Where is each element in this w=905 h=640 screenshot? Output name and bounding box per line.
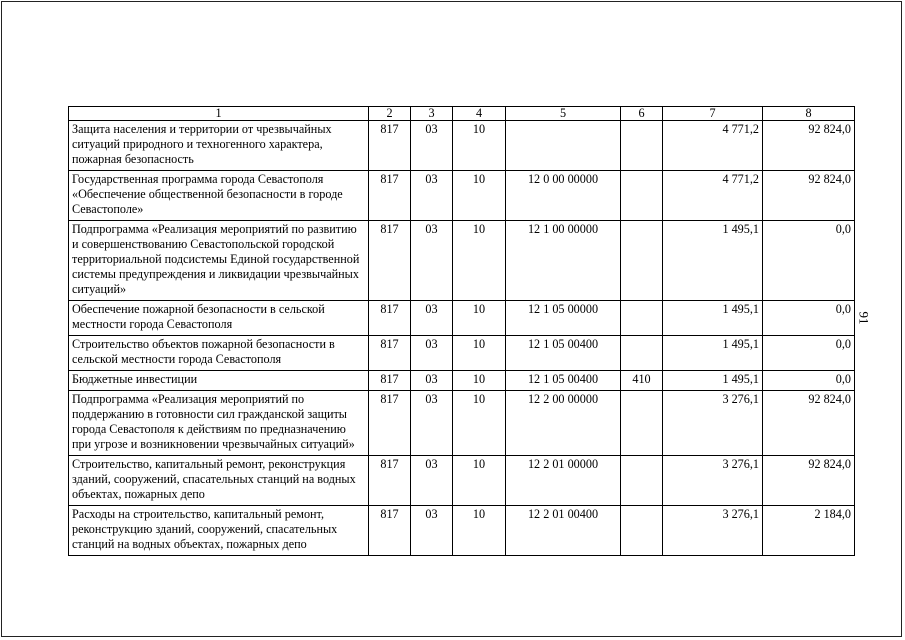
cell-name: Строительство, капитальный ремонт, реконструкция зданий, сооружений, спасательных станций на водных объектах, пожарных депо: [69, 456, 369, 506]
cell-section-code: 03: [411, 221, 453, 301]
cell-name: Строительство объектов пожарной безопасности в сельской местности города Севастополя: [69, 336, 369, 371]
cell-ved-code: 817: [369, 121, 411, 171]
cell-expense-type: [621, 301, 663, 336]
cell-section-code: 03: [411, 171, 453, 221]
cell-amount-2: 92 824,0: [763, 171, 855, 221]
cell-amount-2: 2 184,0: [763, 506, 855, 556]
table-row: [69, 391, 855, 456]
cell-section-code: 03: [411, 506, 453, 556]
cell-target-code: 12 0 00 00000: [506, 171, 621, 221]
cell-target-code: 12 1 05 00400: [506, 371, 621, 391]
cell-expense-type: [621, 336, 663, 371]
cell-subsection-code: 10: [453, 221, 506, 301]
table-row: [69, 336, 855, 371]
cell-amount-1: 1 495,1: [663, 221, 763, 301]
table-row: [69, 506, 855, 556]
cell-section-code: 03: [411, 336, 453, 371]
cell-ved-code: 817: [369, 336, 411, 371]
cell-target-code: 12 1 05 00000: [506, 301, 621, 336]
cell-subsection-code: 10: [453, 506, 506, 556]
cell-expense-type: [621, 456, 663, 506]
cell-amount-1: 3 276,1: [663, 391, 763, 456]
cell-name: Государственная программа города Севастополя «Обеспечение общественной безопасности в городе Севастополе»: [69, 171, 369, 221]
cell-amount-2: 0,0: [763, 336, 855, 371]
cell-name: Подпрограмма «Реализация мероприятий по развитию и совершенствованию Севастопольской городской территориальной подсистемы Единой государственной системы предупреждения и ликвидации чрезвычайных ситуаций»: [69, 221, 369, 301]
table-row: [69, 121, 855, 171]
cell-name: Подпрограмма «Реализация мероприятий по поддержанию в готовности сил гражданской защиты города Севастополя к действиям по предназначению при угрозе и возникновении чрезвычайных ситуаций»: [69, 391, 369, 456]
cell-expense-type: [621, 121, 663, 171]
cell-target-code: 12 1 00 00000: [506, 221, 621, 301]
cell-expense-type: [621, 171, 663, 221]
cell-amount-2: 0,0: [763, 371, 855, 391]
cell-amount-2: 0,0: [763, 221, 855, 301]
cell-subsection-code: 10: [453, 171, 506, 221]
cell-amount-2: 92 824,0: [763, 456, 855, 506]
cell-name: Защита населения и территории от чрезвычайных ситуаций природного и техногенного характера, пожарная безопасность: [69, 121, 369, 171]
cell-amount-1: 4 771,2: [663, 171, 763, 221]
table-row: [69, 371, 855, 391]
cell-amount-1: 1 495,1: [663, 336, 763, 371]
column-header: 3: [411, 107, 453, 121]
cell-amount-2: 92 824,0: [763, 121, 855, 171]
cell-target-code: 12 2 00 00000: [506, 391, 621, 456]
cell-name: Бюджетные инвестиции: [69, 371, 369, 391]
cell-amount-2: 0,0: [763, 301, 855, 336]
cell-section-code: 03: [411, 456, 453, 506]
cell-target-code: 12 1 05 00400: [506, 336, 621, 371]
column-header: 8: [763, 107, 855, 121]
cell-section-code: 03: [411, 121, 453, 171]
cell-name: Расходы на строительство, капитальный ремонт, реконструкцию зданий, сооружений, спасательных станций на водных объектах, пожарных депо: [69, 506, 369, 556]
column-numbers-row: [69, 107, 855, 121]
cell-expense-type: [621, 506, 663, 556]
column-header: 5: [506, 107, 621, 121]
cell-amount-1: 3 276,1: [663, 456, 763, 506]
cell-subsection-code: 10: [453, 456, 506, 506]
cell-ved-code: 817: [369, 171, 411, 221]
cell-expense-type: 410: [621, 371, 663, 391]
cell-subsection-code: 10: [453, 391, 506, 456]
cell-amount-1: 3 276,1: [663, 506, 763, 556]
cell-amount-1: 4 771,2: [663, 121, 763, 171]
cell-ved-code: 817: [369, 391, 411, 456]
cell-subsection-code: 10: [453, 121, 506, 171]
cell-ved-code: 817: [369, 221, 411, 301]
cell-target-code: 12 2 01 00000: [506, 456, 621, 506]
cell-section-code: 03: [411, 371, 453, 391]
cell-expense-type: [621, 391, 663, 456]
cell-section-code: 03: [411, 391, 453, 456]
column-header: 7: [663, 107, 763, 121]
table-body: [69, 121, 855, 556]
table-row: [69, 221, 855, 301]
cell-ved-code: 817: [369, 456, 411, 506]
table-row: [69, 456, 855, 506]
cell-subsection-code: 10: [453, 336, 506, 371]
page-number: 91: [856, 311, 872, 325]
cell-subsection-code: 10: [453, 371, 506, 391]
cell-name: Обеспечение пожарной безопасности в сельской местности города Севастополя: [69, 301, 369, 336]
cell-expense-type: [621, 221, 663, 301]
cell-target-code: 12 2 01 00400: [506, 506, 621, 556]
cell-amount-1: 1 495,1: [663, 371, 763, 391]
table-row: [69, 171, 855, 221]
cell-ved-code: 817: [369, 506, 411, 556]
column-header: 4: [453, 107, 506, 121]
column-header: 2: [369, 107, 411, 121]
cell-amount-1: 1 495,1: [663, 301, 763, 336]
cell-ved-code: 817: [369, 301, 411, 336]
cell-ved-code: 817: [369, 371, 411, 391]
column-header: 1: [69, 107, 369, 121]
cell-subsection-code: 10: [453, 301, 506, 336]
cell-amount-2: 92 824,0: [763, 391, 855, 456]
cell-section-code: 03: [411, 301, 453, 336]
table-row: [69, 301, 855, 336]
cell-target-code: [506, 121, 621, 171]
budget-table: [68, 106, 855, 556]
column-header: 6: [621, 107, 663, 121]
